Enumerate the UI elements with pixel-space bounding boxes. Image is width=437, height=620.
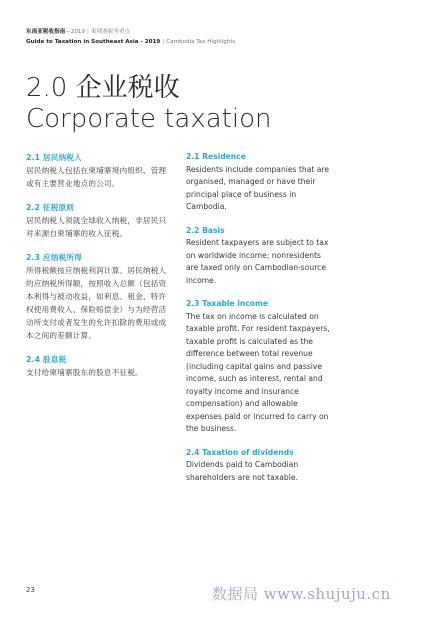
section-heading: 2.2 征税原则: [26, 203, 75, 212]
section-heading: 2.1 Residence: [186, 152, 246, 161]
running-header: [26, 27, 235, 47]
section-heading: 2.2 Basis: [186, 225, 225, 235]
header-title-zh: 东南亚税收指南: [26, 29, 66, 35]
section-en-basis: [186, 225, 332, 288]
section-body: Dividends paid to Cambodian shareholders are not taxable.: [186, 460, 299, 482]
section-body: 居民纳税人须就全球收入纳税，非居民只对来源自柬埔寨的收入征税。: [26, 216, 167, 238]
section-body: Residents include companies that are organised, managed or have their principal place of business in Cambodia.: [186, 164, 330, 211]
section-zh-dividends: [26, 353, 168, 379]
header-title-en: Guide to Taxation in Southeast Asia - 2019: [26, 39, 161, 45]
section-zh-taxable-income: [26, 251, 168, 342]
header-line-1: [26, 27, 235, 37]
chinese-column: [26, 151, 168, 390]
section-heading: 2.1 居民纳税人: [26, 153, 82, 162]
section-heading: 2.3 应纳税所得: [26, 253, 82, 262]
page-title-en: Corporate taxation: [26, 104, 272, 134]
watermark: 数据局 www.shujuju.cn: [212, 585, 391, 603]
page-number: 23: [26, 586, 35, 594]
header-separator: |: [87, 29, 89, 35]
section-zh-residence: [26, 151, 168, 190]
section-body: 居民纳税人包括在柬埔寨境内组织、管理或有主要营业地点的公司。: [26, 166, 167, 188]
english-column: [186, 151, 332, 495]
section-heading: 2.4 Taxation of dividends: [186, 447, 294, 457]
section-body: 所得税额按应纳税利润计算。居民纳税人的应纳税所得额，按照收入总额（包括资本利得与被动收益，如利息、租金、特许权使用费收入、保险赔偿金）与为经营活动所支付或者发生的允许扣除的费用或成本之间的差额计算。: [26, 266, 167, 340]
header-subtitle-en: Cambodia Tax Highlights: [166, 39, 236, 45]
header-subtitle-zh: 柬埔寨税务重点: [90, 29, 131, 35]
section-en-taxable-income: [186, 298, 332, 436]
header-year: —2019: [65, 29, 86, 35]
section-body: 支付给柬埔寨股东的股息不征税。: [26, 368, 143, 377]
section-en-dividends: [186, 447, 332, 485]
header-line-2: [26, 37, 235, 47]
page-title-zh: 2.0 企业税收: [26, 73, 180, 103]
section-heading: 2.3 Taxable income: [186, 299, 269, 308]
header-separator: |: [162, 39, 165, 45]
section-body: The tax on income is calculated on taxable profit. For resident taxpayers, taxable profit is calculated as the difference between total revenue (including capital gains and passive income, such as interest, rental and royalty income and insurance compensation) and allowable expenses paid or incurred to carry on the business.: [186, 311, 330, 433]
section-heading: 2.4 股息税: [26, 355, 67, 364]
section-zh-basis: [26, 201, 168, 240]
section-body: Resident taxpayers are subject to tax on worldwide income; nonresidents are taxed only on Cambodian-source income.: [186, 238, 329, 285]
section-en-residence: [186, 151, 332, 214]
